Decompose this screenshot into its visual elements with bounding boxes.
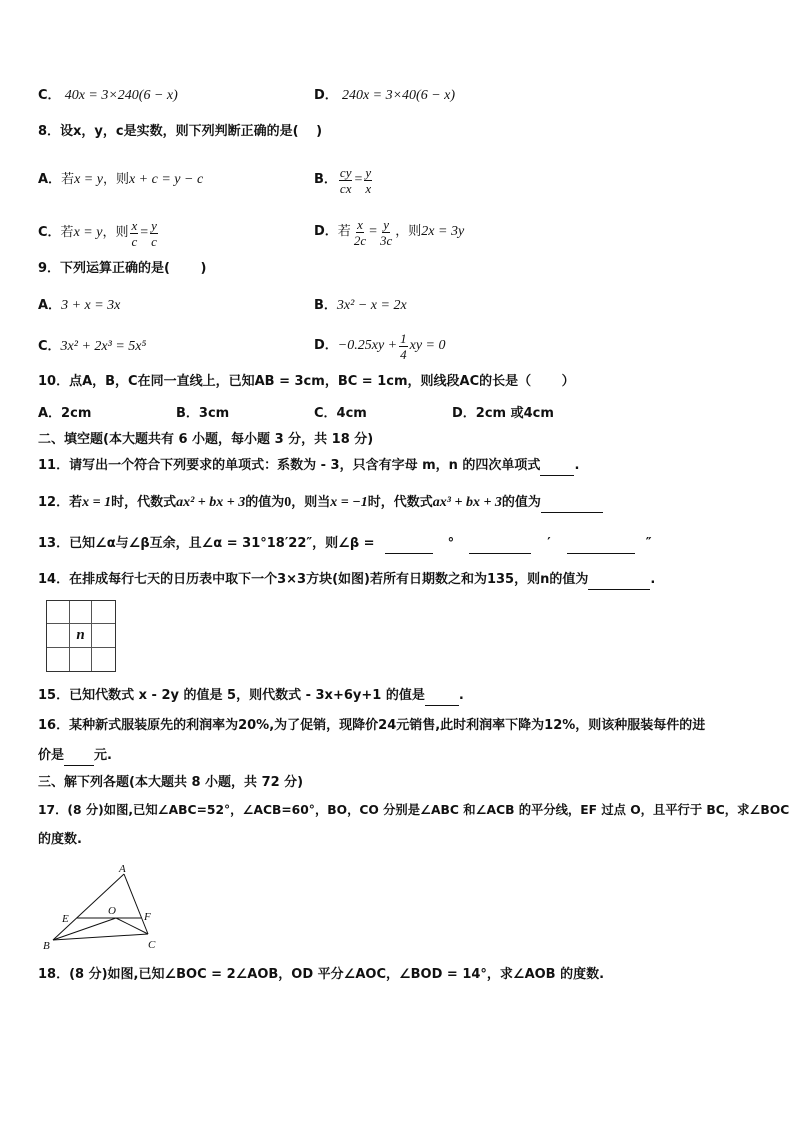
- q13: [38, 534, 652, 554]
- denominator: c: [131, 233, 138, 249]
- math: x = −1: [330, 495, 368, 510]
- text: 12．若: [38, 495, 83, 510]
- math: x = y: [74, 172, 103, 187]
- option-label: B．: [314, 298, 337, 313]
- label-o: O: [108, 905, 116, 917]
- q12: [38, 493, 603, 513]
- fraction: [339, 165, 353, 196]
- q11: [38, 456, 579, 476]
- answer-blank[interactable]: [541, 498, 603, 513]
- equals: =: [140, 225, 149, 240]
- math: xy = 0: [409, 338, 446, 353]
- fraction: [130, 218, 138, 249]
- calendar-grid-figure: [46, 600, 116, 672]
- grid-cell: [47, 601, 70, 624]
- math: −0.25xy +: [337, 338, 398, 353]
- denominator: 2c: [353, 232, 367, 248]
- q16-line2: [38, 746, 112, 766]
- q10-option-b: B．3cm: [176, 406, 230, 421]
- triangle-figure: [40, 862, 170, 954]
- denominator: 3c: [380, 232, 393, 248]
- text: ，则: [102, 172, 129, 187]
- math: x + c = y − c: [128, 172, 204, 187]
- label-f: F: [144, 911, 151, 923]
- section-2-heading: 二、填空题(本大题共有 6 小题，每小题 3 分，共 18 分): [38, 432, 374, 447]
- numerator: 1: [400, 330, 407, 346]
- label-a: A: [119, 863, 126, 875]
- q14: [38, 570, 655, 590]
- option-label: B．: [314, 172, 337, 187]
- option-text: 240x = 3×40(6 − x): [341, 88, 456, 103]
- fraction: [379, 217, 393, 248]
- answer-blank-minutes[interactable]: [469, 539, 531, 554]
- option-label: A．: [38, 298, 62, 313]
- numerator: y: [383, 216, 390, 232]
- grid-cell: [92, 624, 115, 647]
- q9-option-b: [314, 296, 407, 316]
- text: ，则: [395, 224, 422, 239]
- q8-option-b: [314, 160, 374, 200]
- q9-option-a: [38, 296, 120, 316]
- math: 0: [284, 495, 292, 510]
- punct: .: [574, 458, 580, 473]
- label-b: B: [43, 940, 50, 952]
- text: 13．已知∠α与∠β互余，且∠α = 31°18′22″，则∠β =: [38, 536, 375, 551]
- q8-option-c: [38, 213, 160, 253]
- text: 元.: [94, 748, 112, 763]
- q7-option-c: [38, 86, 178, 106]
- option-label: D．: [314, 338, 338, 353]
- denominator: x: [365, 180, 372, 196]
- label-e: E: [62, 913, 69, 925]
- denominator: c: [151, 233, 157, 249]
- fraction: [364, 165, 372, 196]
- option-label: A．: [38, 172, 62, 187]
- q8-stem: 8．设x，y，c是实数，则下列判断正确的是( ): [38, 124, 323, 139]
- math: ax² + bx + 3: [176, 495, 246, 510]
- q15: [38, 686, 464, 706]
- q7-option-d: [314, 86, 455, 106]
- text: 时，代数式: [367, 495, 433, 510]
- option-label: D．: [314, 224, 338, 239]
- math: ax³ + bx + 3: [432, 495, 502, 510]
- text: ，则: [102, 225, 129, 240]
- option-label: D．: [314, 88, 338, 103]
- numerator: cy: [339, 164, 352, 180]
- math: x = 1: [82, 495, 112, 510]
- answer-blank[interactable]: [425, 691, 459, 706]
- option-text: 40x = 3×240(6 − x): [64, 88, 178, 103]
- q17-line2: 的度数.: [38, 832, 82, 847]
- degree-mark: °: [447, 536, 455, 551]
- option-label: C．: [38, 339, 61, 354]
- answer-blank[interactable]: [540, 461, 574, 476]
- q9-option-d: [314, 326, 446, 366]
- math: 3 + x = 3x: [61, 298, 121, 313]
- q17-line1: 17．(8 分)如图,已知∠ABC=52°，∠ACB=60°，BO，CO 分别是∠ABC 和∠ACB 的平分线，EF 过点 O，且平行于 BC，求∠BOC: [38, 803, 790, 817]
- text: 的值为: [245, 495, 285, 510]
- q8-option-d: [314, 212, 464, 252]
- grid-cell: [92, 601, 115, 624]
- numerator: x: [357, 216, 363, 232]
- q11-text: 11．请写出一个符合下列要求的单项式：系数为 - 3，只含有字母 m，n 的四次单项式: [38, 458, 541, 473]
- text: 若: [61, 172, 75, 187]
- text: 若: [60, 225, 74, 240]
- numerator: x: [131, 217, 138, 233]
- answer-blank[interactable]: [588, 575, 650, 590]
- text: 价是: [38, 748, 65, 763]
- text: 时，代数式: [111, 495, 177, 510]
- fraction: [150, 218, 158, 249]
- text: ，则当: [291, 495, 331, 510]
- option-label: C．: [38, 88, 61, 103]
- math: 2x = 3y: [421, 224, 465, 239]
- math: 3x² + 2x³ = 5x⁵: [60, 339, 147, 354]
- equals: =: [354, 172, 363, 187]
- fraction: [399, 331, 408, 362]
- grid-cell: [92, 648, 115, 671]
- minute-mark: ′: [547, 536, 551, 551]
- grid-cell: [47, 624, 70, 647]
- q15-text: 15．已知代数式 x - 2y 的值是 5，则代数式 - 3x+6y+1 的值是: [38, 688, 425, 703]
- q10-stem: 10．点A，B，C在同一直线上，已知AB = 3cm，BC = 1cm，则线段AC的长是（ ）: [38, 374, 575, 389]
- option-label: C．: [38, 225, 61, 240]
- equals: =: [369, 224, 377, 239]
- grid-cell: [70, 601, 93, 624]
- q14-text: 14．在排成每行七天的日历表中取下一个3×3方块(如图)若所有日期数之和为135，则n的值为: [38, 572, 589, 587]
- text: 的值为: [501, 495, 541, 510]
- punct: .: [650, 572, 656, 587]
- q8-option-a: [38, 170, 203, 190]
- side-ac: [124, 874, 148, 934]
- section-3-heading: 三、解下列各题(本大题共 8 小题，共 72 分): [38, 775, 304, 790]
- second-mark: ″: [645, 536, 652, 551]
- math: x = y: [73, 225, 103, 240]
- q16-line1: 16．某种新式服装原先的利润率为20%,为了促销，现降价24元销售,此时利润率下降为12%，则该种服装每件的进: [38, 718, 706, 733]
- label-c: C: [148, 939, 156, 951]
- fraction: [353, 217, 367, 248]
- q18: 18．(8 分)如图,已知∠BOC = 2∠AOB，OD 平分∠AOC，∠BOD = 14°，求∠AOB 的度数.: [38, 967, 605, 982]
- text: 若: [337, 224, 351, 239]
- q10-option-d: D．2cm 或4cm: [452, 406, 554, 421]
- q10-option-a: A．2cm: [38, 406, 92, 421]
- answer-blank-degrees[interactable]: [385, 539, 433, 554]
- numerator: y: [365, 164, 372, 180]
- q10-option-c: C．4cm: [314, 406, 367, 421]
- q9-stem: 9．下列运算正确的是( ): [38, 261, 207, 276]
- answer-blank-seconds[interactable]: [567, 539, 635, 554]
- punct: .: [458, 688, 464, 703]
- denominator: cx: [339, 180, 352, 196]
- denominator: 4: [400, 346, 407, 362]
- q9-option-c: [38, 337, 146, 357]
- numerator: y: [151, 217, 157, 233]
- grid-cell-n: n: [70, 624, 93, 647]
- grid-cell: [70, 648, 93, 671]
- answer-blank[interactable]: [64, 751, 94, 766]
- grid-cell: [47, 648, 70, 671]
- math: 3x² − x = 2x: [336, 298, 407, 313]
